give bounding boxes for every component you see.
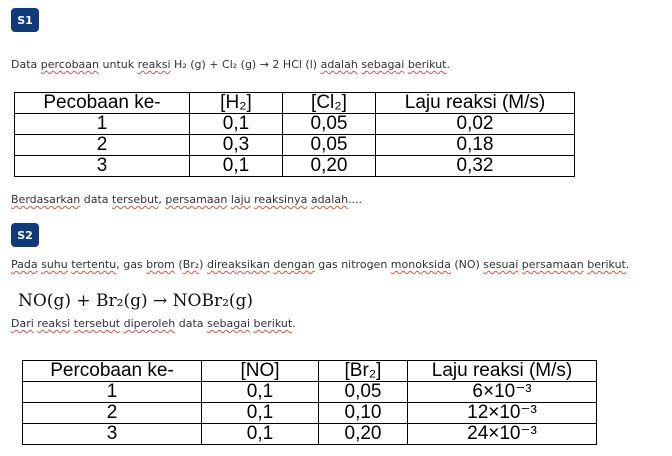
q2-intro-text: Pada suhu tertentu, gas brom (Br₂) direaksikan dengan gas nitrogen monoksida (NO) sesuai persamaan berikut. [11,258,630,271]
table-cell: 3 [15,156,190,177]
table-row [23,382,597,403]
header-cell: Percobaan ke- [23,361,202,382]
table-cell: 1 [23,382,202,403]
header-cell: [Br₂] [319,361,408,382]
header-cell: [NO] [202,361,319,382]
table-header-row [15,93,575,114]
table-cell: 0,1 [202,403,319,424]
question-badge-s2: S2 [11,223,39,247]
table-cell: 3 [23,424,202,445]
table-cell: 12×10⁻³ [408,403,597,424]
q2-data-table [22,360,597,445]
header-cell: [H₂] [190,93,283,114]
header-cell: Laju reaksi (M/s) [408,361,597,382]
table-cell: 1 [15,114,190,135]
table-cell: 0,32 [376,156,575,177]
table-header-row [23,361,597,382]
table-cell: 0,18 [376,135,575,156]
table-cell: 0,02 [376,114,575,135]
table-row [23,403,597,424]
q1-data-table [14,92,575,177]
table-cell: 0,1 [202,382,319,403]
table-cell: 0,05 [283,114,376,135]
q2-reaction-equation: NO(g) + Br₂(g) → NOBr₂(g) [18,291,254,311]
header-cell: [Cl₂] [283,93,376,114]
header-cell: Pecobaan ke- [15,93,190,114]
question-badge-s1: S1 [11,8,39,32]
table-row [15,114,575,135]
q2-result-text: Dari reaksi tersebut diperoleh data sebagai berikut. [11,317,296,330]
table-cell: 0,1 [190,114,283,135]
table-cell: 24×10⁻³ [408,424,597,445]
table-row [15,135,575,156]
table-cell: 2 [23,403,202,424]
table-cell: 0,05 [319,382,408,403]
table-cell: 6×10⁻³ [408,382,597,403]
table-cell: 0,20 [319,424,408,445]
table-cell: 2 [15,135,190,156]
q1-intro-text: Data percobaan untuk reaksi H₂ (g) + Cl₂ (g) → 2 HCl (l) adalah sebagai berikut. [11,58,450,71]
table-cell: 0,3 [190,135,283,156]
q1-question-text: Berdasarkan data tersebut, persamaan laju reaksinya adalah.... [11,193,363,206]
table-cell: 0,10 [319,403,408,424]
table-cell: 0,05 [283,135,376,156]
table-cell: 0,20 [283,156,376,177]
table-cell: 0,1 [202,424,319,445]
table-cell: 0,1 [190,156,283,177]
header-cell: Laju reaksi (M/s) [376,93,575,114]
table-row [15,156,575,177]
table-row [23,424,597,445]
